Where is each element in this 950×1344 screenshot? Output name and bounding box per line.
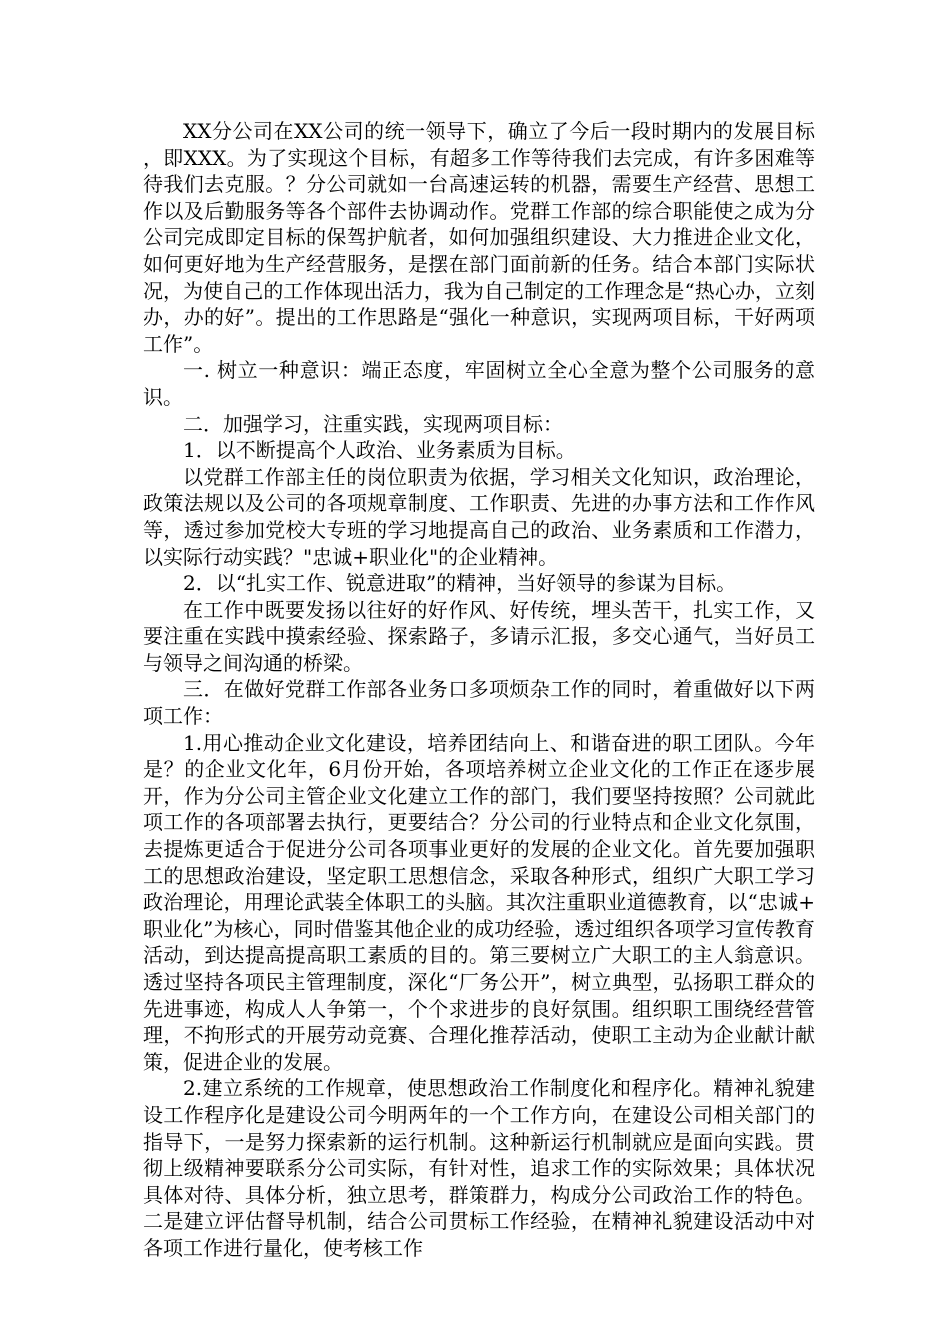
document-body bbox=[143, 118, 815, 1262]
paragraph-item-3-1: 1.用心推动企业文化建设，培养团结向上、和谐奋进的职工团队。今年是？的企业文化年，6月份开始，各项培养树立企业文化的工作正在逐步展开，作为分公司主管企业文化建立工作的部门，我们要坚持按照？公司就此项工作的各项部署去执行，更要结合？分公司的行业特点和企业文化氛围，去提炼更适合于促进分公司各项事业更好的发展的企业文化。首先要加强职工的思想政治建设，坚定职工思想信念，采取各种形式，组织广大职工学习政治理论，用理论武装全体职工的头脑。其次注重职业道德教育，以“忠诚+职业化”为核心，同时借鉴其他企业的成功经验，透过组织各项学习宣传教育活动，到达提高提高职工素质的目的。第三要树立广大职工的主人翁意识。透过坚持各项民主管理制度，深化“厂务公开”，树立典型，弘扬职工群众的先进事迹，构成人人争第一，个个求进步的良好氛围。组织职工围绕经营管理，不拘形式的开展劳动竞赛、合理化推荐活动，使职工主动为企业献计献策，促进企业的发展。 bbox=[143, 730, 815, 1074]
paragraph-item-3-2: 2.建立系统的工作规章，使思想政治工作制度化和程序化。精神礼貌建设工作程序化是建设公司今明两年的一个工作方向，在建设公司相关部门的指导下，一是努力探索新的运行机制。这种新运行机制就应是面向实践。贯彻上级精神要联系分公司实际，有针对性，追求工作的实际效果；具体状况具体对待、具体分析，独立思考，群策群力，构成分公司政治工作的特色。二是建立评估督导机制，结合公司贯标工作经验，在精神礼貌建设活动中对各项工作进行量化，使考核工作 bbox=[143, 1076, 815, 1260]
paragraph-section-3-heading: 三．在做好党群工作部各业务口多项烦杂工作的同时，着重做好以下两项工作： bbox=[143, 677, 815, 729]
paragraph-section-2-heading: 二．加强学习，注重实践，实现两项目标： bbox=[183, 411, 563, 436]
paragraph-item-2-1-body: 以党群工作部主任的岗位职责为依据，学习相关文化知识，政治理论，政策法规以及公司的各项规章制度、工作职责、先进的办事方法和工作作风等，透过参加党校大专班的学习地提高自己的政治、业务素质和工作潜力，以实际行动实践？"忠诚+职业化"的企业精神。 bbox=[143, 464, 815, 569]
paragraph-item-2-2-body: 在工作中既要发扬以往好的好作风、好传统，埋头苦干，扎实工作，又要注重在实践中摸索经验、探索路子，多请示汇报，多交心通气，当好员工与领导之间沟通的桥梁。 bbox=[143, 597, 815, 675]
paragraph-section-1: 一. 树立一种意识：端正态度，牢固树立全心全意为整个公司服务的意识。 bbox=[143, 358, 815, 409]
paragraph-item-2-1: 1．以不断提高个人政治、业务素质为目标。 bbox=[183, 438, 576, 463]
paragraph-item-2-2: 2．以“扎实工作、锐意进取”的精神，当好领导的参谋为目标。 bbox=[183, 571, 737, 596]
paragraph-intro: XX分公司在XX公司的统一领导下，确立了今后一段时期内的发展目标，即XXX。为了实现这个目标，有超多工作等待我们去完成，有许多困难等待我们去克服。？分公司就如一台高速运转的机器，需要生产经营、思想工作以及后勤服务等各个部件去协调动作。党群工作部的综合职能使之成为分公司完成即定目标的保驾护航者，如何加强组织建设、大力推进企业文化，如何更好地为生产经营服务，是摆在部门面前新的任务。结合本部门实际状况，为使自己的工作体现出活力，我为自己制定的工作理念是“热心办，立刻办，办的好”。提出的工作思路是“强化一种意识，实现两项目标，干好两项工作”。 bbox=[143, 119, 815, 356]
